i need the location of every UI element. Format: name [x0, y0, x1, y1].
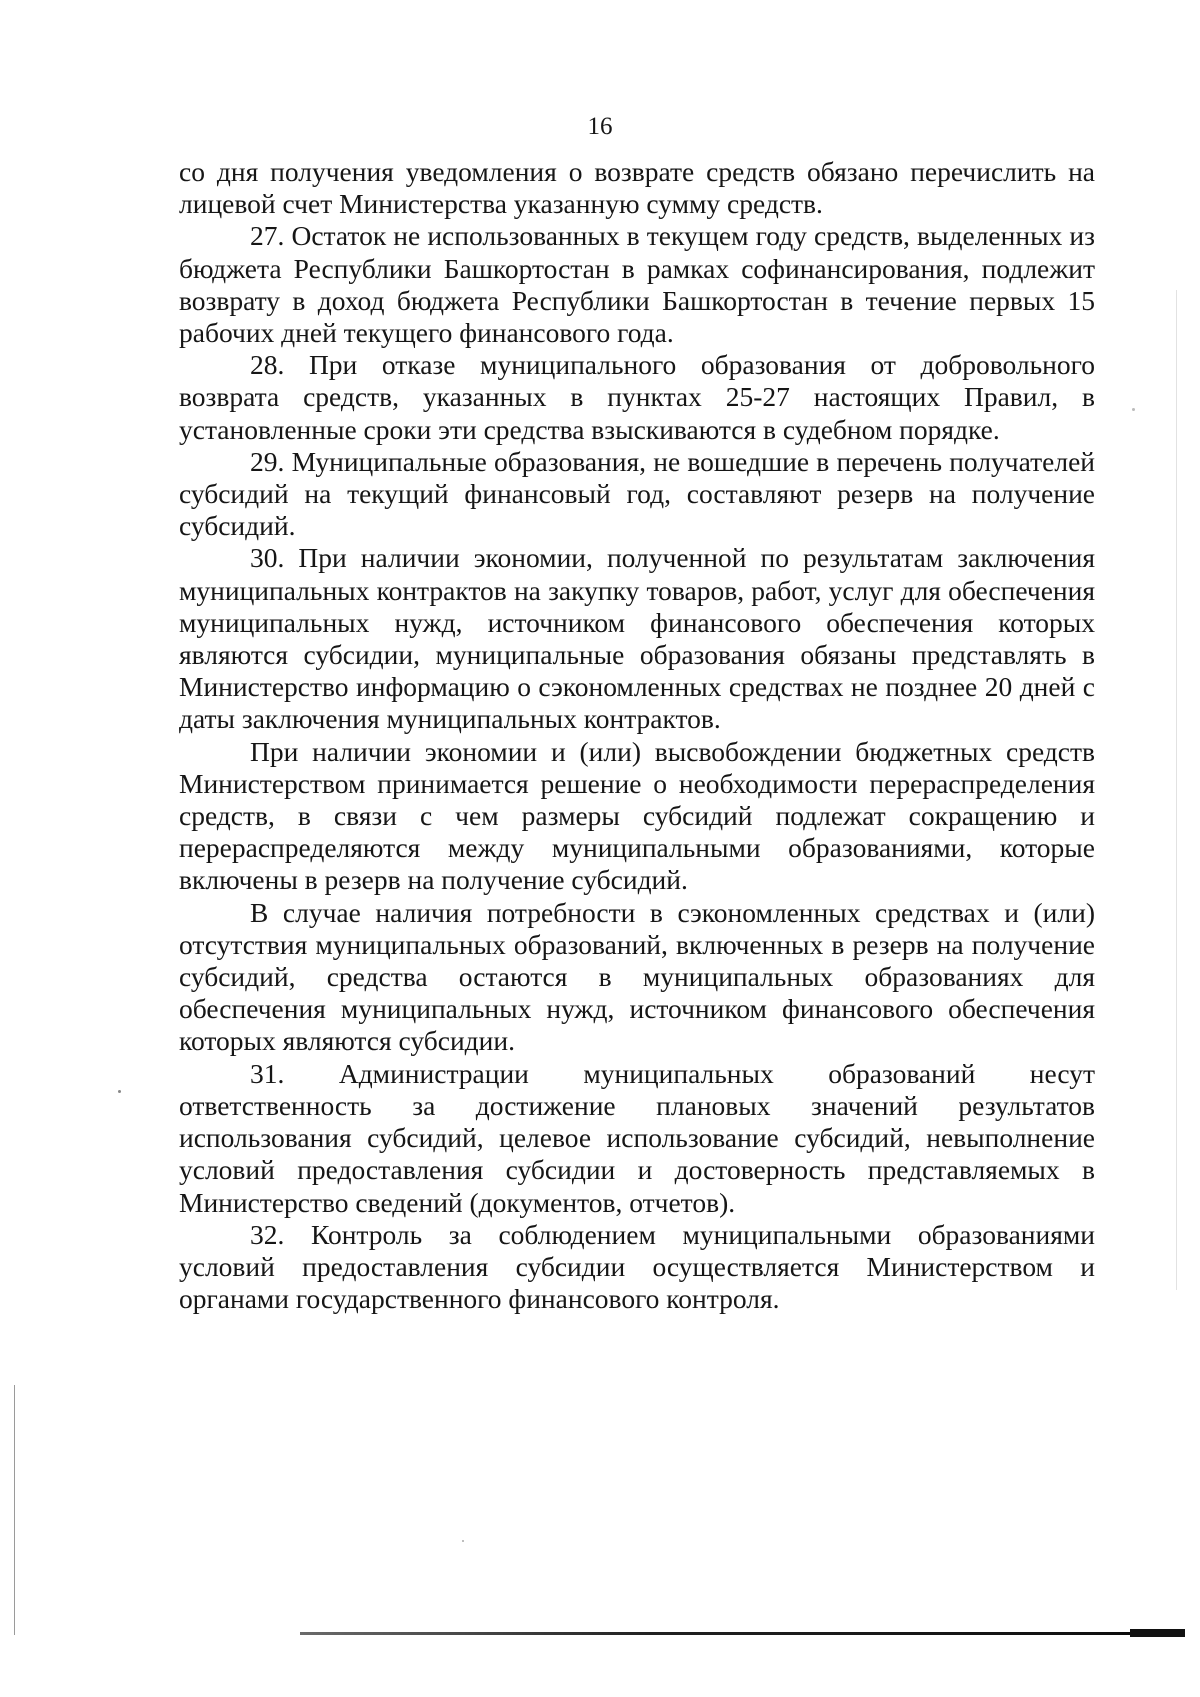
paragraph-item-30-part-3: В случае наличия потребности в сэкономленных средствах и (или) отсутствия муниципальных образований, включенных в резерв на получение субсидий, средства остаются в муниципальных образованиях для обеспечения муниципальных нужд, источником финансового обеспечения которых являются субсидии. [179, 896, 1095, 1057]
paragraph-item-29: 29. Муниципальные образования, не вошедшие в перечень получателей субсидий на текущий финансовый год, составляют резерв на получение субсидий. [179, 445, 1095, 542]
paragraph-item-30-part-2: При наличии экономии и (или) высвобождении бюджетных средств Министерством принимается решение о необходимости перераспределения средств, в связи с чем размеры субсидий подлежат сокращению и перераспределяются между муниципальными образованиями, которые включены в резерв на получение субсидий. [179, 735, 1095, 896]
scan-edge-line-left [14, 1385, 15, 1635]
scan-edge-line-right [1176, 290, 1177, 1290]
scan-edge-line-bottom [300, 1632, 1180, 1635]
document-body [179, 156, 1095, 1315]
paragraph-item-31: 31. Администрации муниципальных образований несут ответственность за достижение плановых значений результатов использования субсидий, целевое использование субсидий, невыполнение условий предоставления субсидии и достоверность представляемых в Министерство сведений (документов, отчетов). [179, 1057, 1095, 1218]
scan-speck [118, 1090, 121, 1093]
paragraph-continuation: со дня получения уведомления о возврате средств обязано перечислить на лицевой счет Министерства указанную сумму средств. [179, 156, 1095, 220]
paragraph-item-28: 28. При отказе муниципального образования от добровольного возврата средств, указанных в пунктах 25-27 настоящих Правил, в установленные сроки эти средства взыскиваются в судебном порядке. [179, 349, 1095, 445]
scan-edge-mark-bottom-right [1130, 1629, 1185, 1637]
paragraph-item-32: 32. Контроль за соблюдением муниципальными образованиями условий предоставления субсидии осуществляется Министерством и органами государственного финансового контроля. [179, 1218, 1095, 1315]
paragraph-item-27: 27. Остаток не использованных в текущем году средств, выделенных из бюджета Республики Башкортостан в рамках софинансирования, подлежит возврату в доход бюджета Республики Башкортостан в течение первых 15 рабочих дней текущего финансового года. [179, 220, 1095, 349]
paragraph-item-30: 30. При наличии экономии, полученной по результатам заключения муниципальных контрактов на закупку товаров, работ, услуг для обеспечения муниципальных нужд, источником финансового обеспечения которых являются субсидии, муниципальные образования обязаны представлять в Министерство информацию о сэкономленных средствах не позднее 20 дней с даты заключения муниципальных контрактов. [179, 542, 1095, 735]
page-number: 16 [587, 113, 613, 140]
scan-speck [1132, 408, 1135, 411]
scan-speck [462, 1540, 464, 1542]
